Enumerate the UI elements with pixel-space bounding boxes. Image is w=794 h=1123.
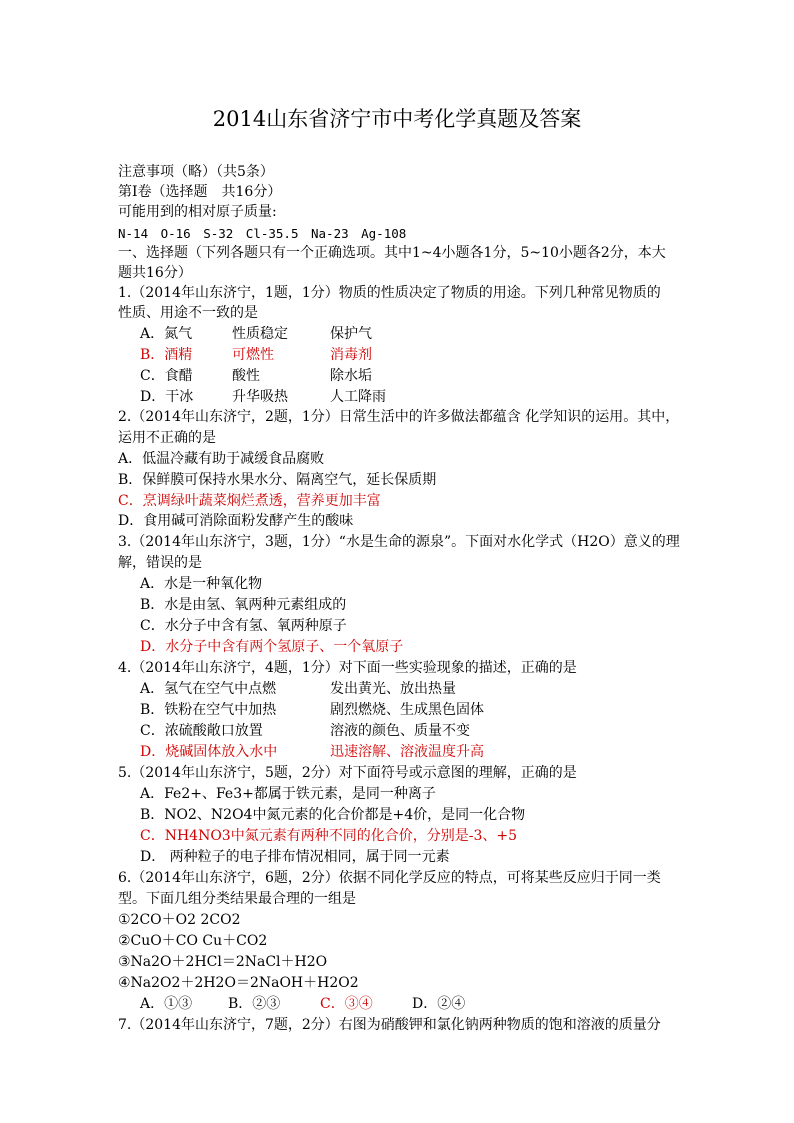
q4-option-c: C．浓硫酸敞口放置 溶液的颜色、质量不变 — [140, 723, 470, 739]
q1-option-c: C．食醋 酸性 除水垢 — [140, 368, 372, 384]
q4-option-b: B．铁粉在空气中加热 剧烈燃烧、生成黑色固体 — [140, 702, 484, 718]
q5-option-d: D． 两种粒子的电子排布情况相同，属于同一元素 — [140, 849, 450, 865]
q1-option-a: A．氮气 性质稳定 保护气 — [140, 326, 372, 342]
atomic-mass-label: 可能用到的相对原子质量: — [118, 204, 277, 220]
q2-option-b: B．保鲜膜可保持水果水分、隔离空气，延长保质期 — [118, 472, 437, 488]
q1-option-d: D．干冰 升华吸热 人工降雨 — [140, 389, 386, 405]
q6-choice-c-answer: C．③④ — [320, 996, 373, 1012]
q6-stem-line-1: 6.（2014年山东济宁，6题，2分）依据不同化学反应的特点，可将某些反应归于同一类 — [118, 870, 661, 886]
q4-option-a: A．氢气在空气中点燃 发出黄光、放出热量 — [140, 681, 456, 697]
q6-reaction-1: ①2CO＋O2 2CO2 — [118, 912, 241, 928]
q5-stem: 5.（2014年山东济宁，5题，2分）对下面符号或示意图的理解，正确的是 — [118, 765, 577, 781]
q2-stem-line-1: 2.（2014年山东济宁，2题，1分）日常生活中的许多做法都蕴含 化学知识的运用。其中， — [118, 409, 680, 425]
volume-line: 第I卷（选择题 共16分） — [118, 184, 282, 200]
q3-option-c: C．水分子中含有氢、氧两种原子 — [140, 618, 347, 634]
q2-option-c-answer: C．烹调绿叶蔬菜焖烂煮透，营养更加丰富 — [118, 493, 381, 509]
section-intro-line-1: 一、选择题（下列各题只有一个正确选项。其中1~4小题各1分，5~10小题各2分，本大 — [118, 245, 666, 261]
q6-reaction-3: ③Na2O＋2HCl＝2NaCl＋H2O — [118, 954, 328, 970]
q5-option-b: B．NO2、N2O4中氮元素的化合价都是+4价，是同一化合物 — [140, 807, 526, 823]
q3-stem-line-1: 3.（2014年山东济宁，3题，1分）“水是生命的源泉”。下面对水化学式（H2O）意义的理 — [118, 534, 680, 550]
q3-stem-line-2: 解，错误的是 — [118, 555, 202, 571]
q2-option-a: A．低温冷藏有助于减缓食品腐败 — [118, 451, 325, 467]
q5-option-c-answer: C．NH4NO3中氮元素有两种不同的化合价，分别是-3、+5 — [140, 828, 517, 844]
q6-choice-a: A．①③ — [140, 996, 193, 1012]
q7-stem: 7.（2014年山东济宁，7题，2分）右图为硝酸钾和氯化钠两种物质的饱和溶液的质量分 — [118, 1017, 661, 1033]
q1-stem-line-1: 1.（2014年山东济宁，1题，1分）物质的性质决定了物质的用途。下列几种常见物质的 — [118, 285, 661, 301]
q1-stem-line-2: 性质、用途不一致的是 — [118, 305, 258, 321]
q1-option-b-answer: B．酒精 可燃性 消毒剂 — [140, 347, 372, 363]
q2-option-d: D．食用碱可消除面粉发酵产生的酸味 — [118, 513, 354, 529]
q3-option-b: B．水是由氢、氧两种元素组成的 — [140, 597, 347, 613]
notice-line: 注意事项（略）（共5条） — [118, 164, 274, 180]
q6-choices — [140, 994, 465, 1014]
q4-stem: 4.（2014年山东济宁，4题，1分）对下面一些实验现象的描述，正确的是 — [118, 660, 577, 676]
q6-choice-b: B．②③ — [228, 996, 281, 1012]
page-title: 2014山东省济宁市中考化学真题及答案 — [212, 107, 582, 131]
q5-option-a: A．Fe2+、Fe3+都属于铁元素，是同一种离子 — [140, 786, 436, 802]
section-intro-line-2: 题共16分） — [118, 265, 192, 281]
q6-choice-d: D．②④ — [412, 996, 466, 1012]
q3-option-a: A．水是一种氧化物 — [140, 576, 263, 592]
q4-option-d-answer: D．烧碱固体放入水中 迅速溶解、溶液温度升高 — [140, 744, 484, 760]
q6-reaction-4: ④Na2O2＋2H2O＝2NaOH＋H2O2 — [118, 975, 359, 991]
q3-option-d-answer: D．水分子中含有两个氢原子、一个氧原子 — [140, 639, 404, 655]
q2-stem-line-2: 运用不正确的是 — [118, 430, 216, 446]
q6-stem-line-2: 型。下面几组分类结果最合理的一组是 — [118, 891, 356, 907]
atomic-mass-list: N-14 O-16 S-32 Cl-35.5 Na-23 Ag-108 — [118, 226, 407, 241]
q6-reaction-2: ②CuO＋CO Cu＋CO2 — [118, 933, 268, 949]
